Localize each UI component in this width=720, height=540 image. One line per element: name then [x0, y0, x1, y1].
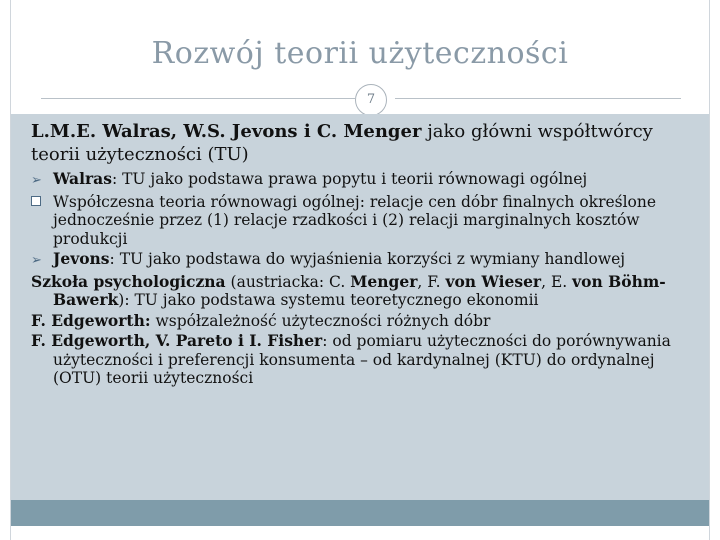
paragraph-edgeworth: [31, 312, 701, 331]
text-run: von Wieser: [445, 271, 542, 291]
paragraph-psychological-school: [31, 273, 701, 310]
text-run: współzależność użyteczności różnych dóbr: [150, 311, 491, 330]
item-text: Współczesna teoria równowagi ogólnej: relacje cen dóbr finalnych określone jednocześnie przez (1) relacje rzadkości i (2) relacji marginalnych kosztów produkcji: [53, 192, 657, 248]
arrow-bullet-icon: ➢: [31, 253, 42, 268]
text-run: F. Edgeworth:: [31, 310, 151, 330]
lead-bold: L.M.E. Walras, W.S. Jevons i C. Menger: [31, 121, 422, 142]
square-bullet-icon: [31, 196, 41, 206]
slide: [10, 0, 710, 540]
text-run: von Böhm-Bawerk: [53, 271, 666, 309]
title-rule-left: [41, 98, 355, 99]
footer-divider: [11, 526, 709, 530]
bullet-item-jevons: [31, 250, 701, 271]
text-run: Szkoła psychologiczna: [31, 271, 226, 291]
text-run: F. Edgeworth, V. Pareto i I. Fisher: [31, 331, 323, 350]
text-run: Menger: [350, 271, 418, 291]
arrow-bullet-icon: ➢: [31, 173, 42, 188]
lead-rest: jako główni współtwórcy teorii użyteczności (TU): [31, 121, 653, 165]
item-bold: Jevons: [53, 249, 110, 268]
paragraph-edgeworth-pareto-fisher: [31, 332, 701, 388]
text-run: , F.: [417, 272, 446, 291]
item-bold: Walras: [53, 169, 112, 188]
content-panel: [11, 114, 709, 500]
bullet-item-equilibrium: [31, 193, 701, 249]
text-body: [31, 120, 701, 390]
text-run: ): TU jako podstawa systemu teoretycznego ekonomii: [118, 291, 539, 309]
page-number-badge: 7: [355, 84, 387, 116]
text-run: (austriacka: C.: [225, 272, 351, 291]
footer-bar: [11, 500, 709, 526]
text-run: : od pomiaru użyteczności do porównywania użyteczności i preferencji konsumenta – od kardynalnej (KTU) do ordynalnej (OTU) teorii użyteczności: [53, 332, 671, 387]
lead-paragraph: [31, 120, 701, 166]
item-text: : TU jako podstawa do wyjaśnienia korzyści z wymiany handlowej: [109, 250, 626, 268]
bullet-item-walras: [31, 170, 701, 191]
title-rule-right: [395, 98, 681, 99]
text-run: , E.: [541, 272, 573, 291]
slide-title: Rozwój teorii użyteczności: [151, 36, 569, 71]
item-text: : TU jako podstawa prawa popytu i teorii równowagi ogólnej: [111, 170, 588, 188]
